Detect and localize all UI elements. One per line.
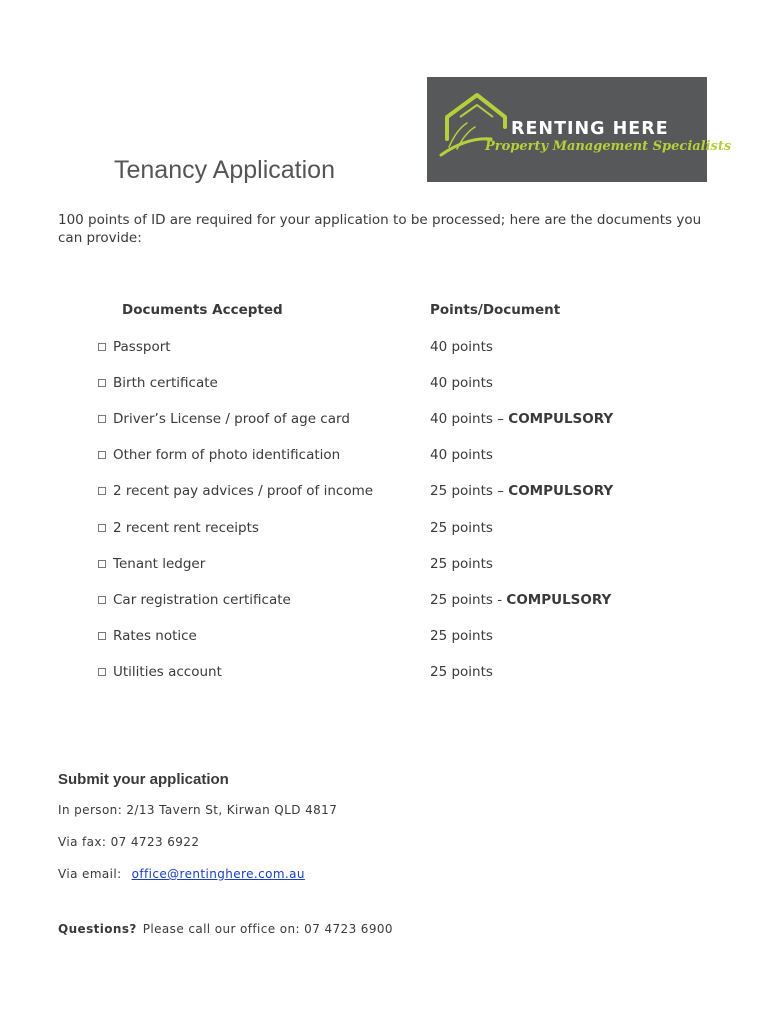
in-person-address: In person: 2/13 Tavern St, Kirwan QLD 4817 — [58, 803, 338, 817]
document-row — [0, 411, 770, 431]
document-points: 40 points — [430, 375, 493, 391]
checkbox[interactable] — [98, 451, 106, 459]
document-name: 2 recent rent receipts — [113, 520, 259, 536]
document-points: 40 points — [430, 339, 493, 355]
email-link[interactable]: office@rentinghere.com.au — [131, 867, 305, 881]
questions-label: Questions? — [58, 922, 137, 936]
email-line — [58, 867, 305, 881]
document-points: 40 points — [430, 447, 493, 463]
logo-name: RENTING HERE — [511, 119, 669, 139]
questions-text: Please call our office on: 07 4723 6900 — [142, 922, 393, 936]
checkbox[interactable] — [98, 487, 106, 495]
questions-line — [58, 922, 393, 936]
document-row — [0, 483, 770, 503]
document-row — [0, 628, 770, 648]
document-row — [0, 520, 770, 540]
document-row — [0, 664, 770, 684]
checkbox[interactable] — [98, 668, 106, 676]
document-points: 25 points — [430, 628, 493, 644]
document-points: 25 points — [430, 556, 493, 572]
logo-tagline: Property Management Specialists — [485, 139, 732, 154]
document-row — [0, 447, 770, 467]
document-name: Other form of photo identification — [113, 447, 341, 463]
compulsory-label: COMPULSORY — [508, 411, 614, 427]
document-points: 40 points – COMPULSORY — [430, 411, 614, 427]
document-name: 2 recent pay advices / proof of income — [113, 483, 374, 499]
document-row — [0, 375, 770, 395]
compulsory-label: COMPULSORY — [508, 483, 614, 499]
document-points: 25 points — [430, 520, 493, 536]
document-points: 25 points – COMPULSORY — [430, 483, 614, 499]
checkbox[interactable] — [98, 379, 106, 387]
fax-number: Via fax: 07 4723 6922 — [58, 835, 200, 849]
checkbox[interactable] — [98, 560, 106, 568]
document-row — [0, 339, 770, 359]
submit-heading: Submit your application — [58, 771, 229, 788]
compulsory-label: COMPULSORY — [506, 592, 612, 608]
document-name: Car registration certificate — [113, 592, 291, 608]
intro-paragraph: 100 points of ID are required for your application to be processed; here are the documents you can provide: — [58, 212, 702, 246]
company-logo — [427, 77, 732, 182]
document-row — [0, 592, 770, 612]
document-points: 25 points — [430, 664, 493, 680]
document-name: Tenant ledger — [113, 556, 206, 572]
checkbox[interactable] — [98, 343, 106, 351]
points-column-header: Points/Document — [430, 302, 561, 318]
document-name: Utilities account — [113, 664, 222, 680]
page-title: Tenancy Application — [114, 156, 335, 184]
document-name: Rates notice — [113, 628, 197, 644]
document-row — [0, 556, 770, 576]
documents-column-header: Documents Accepted — [122, 302, 283, 318]
document-name: Passport — [113, 339, 171, 355]
document-name: Driver’s License / proof of age card — [113, 411, 350, 427]
document-name: Birth certificate — [113, 375, 218, 391]
email-label: Via email: — [58, 867, 122, 881]
checkbox[interactable] — [98, 596, 106, 604]
checkbox[interactable] — [98, 524, 106, 532]
checkbox[interactable] — [98, 415, 106, 423]
document-points: 25 points - COMPULSORY — [430, 592, 612, 608]
checkbox[interactable] — [98, 632, 106, 640]
